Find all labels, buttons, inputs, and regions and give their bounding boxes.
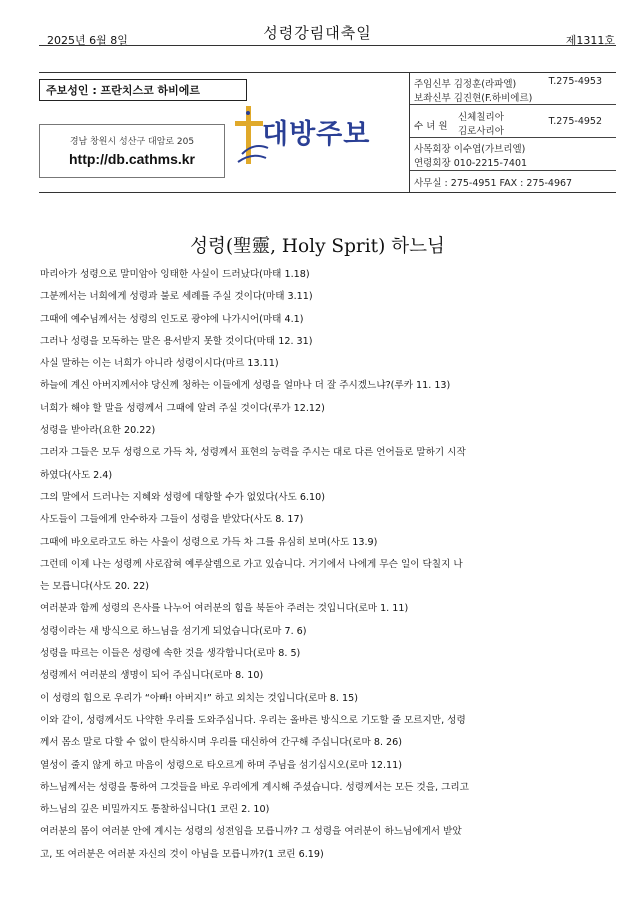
assistant-pastor: 보좌신부 김진현(F.하비에르) — [414, 93, 533, 104]
scripture-line: 그때에 바오로라고도 하는 사울이 성령으로 가득 차 그를 유심히 보며(사도 13.9) — [40, 536, 378, 548]
header-rule-mid — [39, 72, 616, 73]
info-sep-2 — [410, 137, 616, 138]
federation-chair: 연령회장 010-2215-7401 — [414, 158, 528, 169]
parish-url[interactable]: http://db.cathms.kr — [68, 151, 195, 167]
scripture-line: 하늘에 계신 아버지께서야 당신께 청하는 이들에게 성령을 얼마나 더 잘 주시겠느냐?(루카 11. 13) — [40, 380, 451, 392]
article-title: 성령(聖靈, Holy Sprit) 하느님 — [190, 236, 445, 257]
column-divider — [409, 73, 410, 192]
scripture-line: 마리아가 성령으로 말미암아 잉태한 사실이 드러났다(마태 1.18) — [40, 269, 310, 280]
scripture-line: 그때에 예수님께서는 성령의 인도로 광야에 나가시어(마태 4.1) — [40, 313, 304, 325]
scripture-line: 하였다(사도 2.4) — [40, 469, 113, 481]
scripture-line: 너희가 해야 할 말을 성령께서 그때에 알려 주실 것이다(루가 12.12) — [40, 402, 325, 414]
scripture-line: 그런데 이제 나는 성령께 사로잡혀 예루살렘으로 가고 있습니다. 거기에서 나에게 무슨 일이 닥칠지 나 — [40, 558, 463, 570]
scripture-line: 성령이라는 새 방식으로 하느님을 섬기게 되었습니다(로마 7. 6) — [40, 625, 307, 637]
logo — [232, 104, 404, 168]
scripture-line: 열성이 줄지 않게 하고 마음이 성령으로 타오르게 하며 주님을 섬기십시오(로마 12.11) — [40, 759, 403, 771]
scripture-line: 하느님의 깊은 비밀까지도 통찰하십니다(1 코린 2. 10) — [40, 804, 270, 816]
feast-title: 성령강림대축일 — [263, 24, 372, 42]
issue-date: 2025년 6월 8일 — [47, 34, 128, 47]
scripture-line: 여러분의 몸이 여러분 안에 계시는 성령의 성전임을 모릅니까? 그 성령을 여러분이 하느님에게서 받았 — [40, 826, 462, 838]
patron-saint-box: 주보성인 : 프란치스코 하비에르 — [39, 79, 247, 101]
scripture-line: 여러분과 함께 성령의 은사를 나누어 여러분의 힘을 북돋아 주려는 것입니다(로마 1. 11) — [40, 603, 409, 615]
scripture-line: 는 모릅니다(사도 20. 22) — [40, 581, 149, 593]
pastor-phone: T.275-4953 — [548, 76, 602, 87]
convent-label: 수 녀 원 — [414, 121, 448, 132]
convent-phone: T.275-4952 — [548, 116, 602, 127]
scripture-line: 께서 몸소 말로 다할 수 없이 탄식하시며 우리를 대신하여 간구해 주십니다(로마 8. 26) — [40, 737, 403, 749]
address-box — [39, 124, 225, 178]
info-sep-3 — [410, 170, 616, 171]
office-phone: 사무실 : 275-4951 FAX : 275-4967 — [414, 178, 573, 189]
header-rule-top — [39, 45, 616, 46]
sister-name-2: 김로사리아 — [458, 126, 504, 137]
header-rule-bottom — [39, 192, 616, 193]
scripture-line: 이와 같이, 성령께서도 나약한 우리를 도와주십니다. 우리는 올바른 방식으로 기도할 줄 모르지만, 성령 — [40, 714, 466, 726]
scripture-line: 그분께서는 너희에게 성령과 불로 세례를 주실 것이다(마태 3.11) — [40, 291, 313, 303]
parish-address: 경남 창원시 성산구 대암로 205 — [69, 137, 195, 147]
sister-name-1: 신체칠리아 — [458, 112, 504, 123]
scripture-line: 성령을 따르는 이들은 성령에 속한 것을 생각합니다(로마 8. 5) — [40, 648, 301, 660]
scripture-line: 이 성령의 힘으로 우리가 “아빠! 아버지!” 하고 외치는 것입니다(로마 8. 15) — [40, 692, 358, 704]
scripture-line: 고, 또 여러분은 여러분 자신의 것이 아님을 모릅니까?(1 코린 6.19) — [40, 848, 324, 860]
pastor: 주임신부 김정훈(라파엘) — [414, 79, 517, 90]
scripture-line: 그의 말에서 드러나는 지혜와 성령에 대항할 수가 없었다(사도 6.10) — [40, 491, 325, 503]
council-chair: 사목회장 이수엽(가브리엘) — [414, 144, 526, 155]
info-sep-1 — [410, 104, 616, 105]
scripture-line: 성령을 받아라(요한 20.22) — [40, 425, 156, 437]
logo-text: 대방주보 — [262, 119, 371, 150]
article-body — [40, 264, 598, 866]
scripture-line: 사도들이 그들에게 안수하자 그들이 성령을 받았다(사도 8. 17) — [40, 514, 304, 526]
scripture-line: 성령께서 여러분의 생명이 되어 주십니다(로마 8. 10) — [40, 670, 264, 682]
scripture-line: 사실 말하는 이는 너희가 아니라 성령이시다(마르 13.11) — [40, 358, 279, 370]
issue-number: 제1311호 — [565, 34, 615, 47]
scripture-line: 그러자 그들은 모두 성령으로 가득 차, 성령께서 표현의 능력을 주시는 대로 다른 언어들로 말하기 시작 — [40, 447, 466, 459]
scripture-line: 그러나 성령을 모독하는 말은 용서받지 못할 것이다(마태 12. 31) — [40, 335, 313, 347]
scripture-line: 하느님께서는 성령을 통하여 그것들을 바로 우리에게 계시해 주셨습니다. 성령께서는 모든 것을, 그리고 — [40, 781, 469, 793]
